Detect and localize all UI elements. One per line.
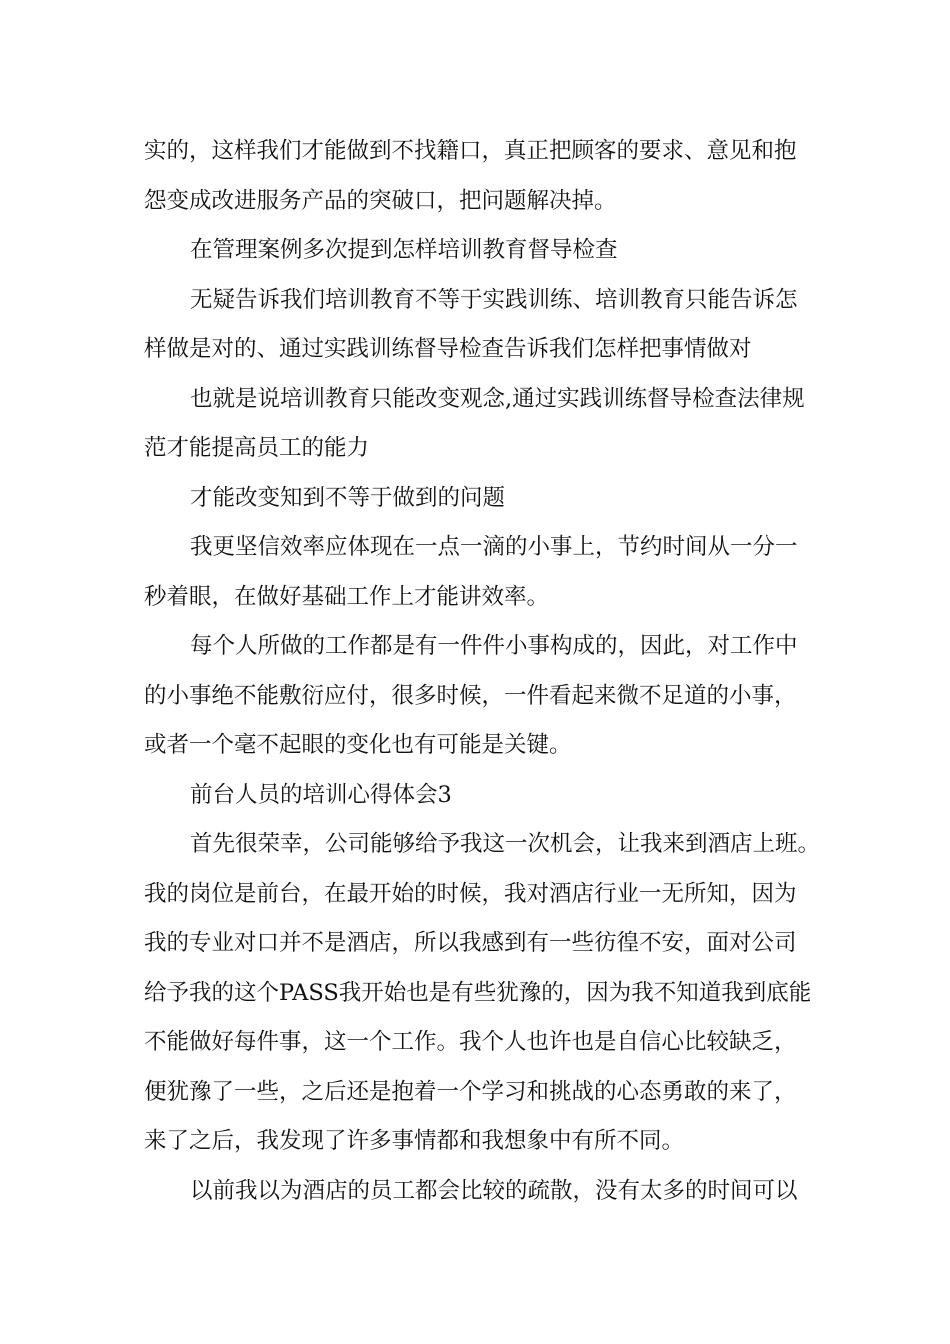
text-line: 无疑告诉我们培训教育不等于实践训练、培训教育只能告诉怎	[190, 287, 798, 313]
text-line: 的小事绝不能敷衍应付，很多时候，一件看起来微不足道的小事，	[144, 683, 797, 709]
text-line: 给予我的这个PASS我开始也是有些犹豫的，因为我不知道我到底能	[144, 980, 812, 1006]
paragraph-heading: 在管理案例多次提到怎样培训教育督导检查	[190, 237, 618, 263]
text-line: 每个人所做的工作都是有一件件小事构成的，因此，对工作中	[190, 633, 798, 659]
text-line: 我的专业对口并不是酒店，所以我感到有一些彷徨不安，面对公司	[144, 930, 797, 956]
text-line: 或者一个毫不起眼的变化也有可能是关键。	[144, 732, 572, 758]
text-line: 首先很荣幸，公司能够给予我这一次机会，让我来到酒店上班。	[190, 831, 821, 857]
text-line: 以前我以为酒店的员工都会比较的疏散，没有太多的时间可以	[190, 1178, 798, 1204]
text-line: 便犹豫了一些，之后还是抱着一个学习和挑战的心态勇敢的来了，	[144, 1079, 797, 1105]
text-line: 实的，这样我们才能做到不找籍口，真正把顾客的要求、意见和抱	[144, 138, 797, 164]
text-line: 来了之后，我发现了许多事情都和我想象中有所不同。	[144, 1128, 685, 1154]
text-line: 不能做好每件事，这一个工作。我个人也许也是自信心比较缺乏，	[144, 1029, 797, 1055]
text-line: 才能改变知到不等于做到的问题	[190, 485, 506, 511]
text-line: 怨变成改进服务产品的突破口，把问题解决掉。	[144, 188, 617, 214]
text-line: 范才能提高员工的能力	[144, 435, 370, 461]
text-line: 也就是说培训教育只能改变观念,通过实践训练督导检查法律规	[190, 386, 805, 412]
text-line: 我的岗位是前台，在最开始的时候，我对酒店行业一无所知，因为	[144, 881, 797, 907]
text-line: 样做是对的、通过实践训练督导检查告诉我们怎样把事情做对	[144, 336, 752, 362]
text-line: 秒着眼，在做好基础工作上才能讲效率。	[144, 584, 550, 610]
text-line: 我更坚信效率应体现在一点一滴的小事上，节约时间从一分一	[190, 534, 798, 560]
section-title: 前台人员的培训心得体会3	[190, 782, 452, 808]
